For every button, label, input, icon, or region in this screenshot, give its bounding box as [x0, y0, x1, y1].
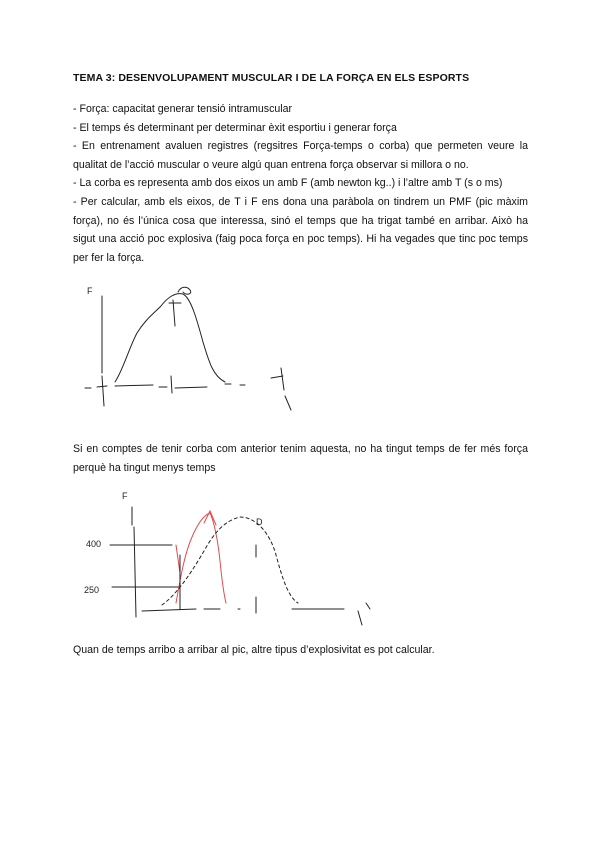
sketch2-red-marker	[176, 545, 180, 573]
paragraph-after-sketch-1	[73, 440, 528, 477]
force-time-sketch-1	[75, 278, 305, 418]
sketch2-x-axis-end	[358, 603, 370, 625]
sketch2-dashed-curve	[162, 517, 298, 605]
sketch2-baseline	[142, 609, 344, 611]
sketch2-y-axis	[132, 507, 136, 617]
paragraph-text: Si en comptes de tenir corba com anterior tenim aquesta, no ha tingut temps de fer més força perquè ha tingut menys temps	[73, 443, 528, 474]
sketch2-tick-label-upper: 400	[86, 539, 102, 549]
document-title: TEMA 3: DESENVOLUPAMENT MUSCULAR I DE LA FORÇA EN ELS ESPORTS	[73, 72, 470, 84]
sketch1-y-axis-lower	[102, 376, 104, 406]
sketch1-baseline-right	[225, 384, 245, 385]
sketch2-tick-label-lower: 250	[84, 585, 100, 595]
sketch1-peak-marker	[169, 300, 181, 326]
sketch2-red-curve	[176, 513, 226, 603]
force-time-sketch-2	[80, 485, 380, 625]
bullet-list	[73, 100, 528, 267]
sketch2-y-label: F	[122, 491, 128, 501]
sketch1-t-axis	[271, 368, 291, 410]
bullet-item: - La corba es representa amb dos eixos un amb F (amb newton kg..) i l’altre amb T (s o ms)	[73, 177, 503, 190]
bullet-item: - El temps és determinant per determinar èxit esportiu i generar força	[73, 121, 397, 134]
bullet-item: - Per calcular, amb els eixos, de T i F ens dona una paràbola on tindrem un PMF (pic màxim força), no és l’única cosa que interessa, sinó el temps que ha trigat també en arribar. Això ha sigut una acció poc explosiva (faig poca força en poc temps). Hi ha vegades que tinc poc temps per fer la força.	[73, 195, 528, 264]
bullet-item: - Força: capacitat generar tensió intramuscular	[73, 103, 293, 115]
paragraph-text: Quan de temps arribo a arribar al pic, altre tipus d’explosivitat es pot calcular.	[73, 644, 435, 656]
sketch1-curve	[115, 294, 225, 382]
sketch1-drop-line	[171, 376, 172, 393]
sketch2-peak-label: D	[256, 517, 263, 527]
sketch1-baseline	[85, 385, 207, 388]
paragraph-after-sketch-2	[73, 641, 528, 660]
sketch1-y-label: F	[87, 286, 93, 296]
bullet-item: - En entrenament avaluen registres (regsitres Força-temps o corba) que permeten veure la qualitat de l’acció muscular o veure algú quan entrena força observar si millora o no.	[73, 140, 528, 171]
